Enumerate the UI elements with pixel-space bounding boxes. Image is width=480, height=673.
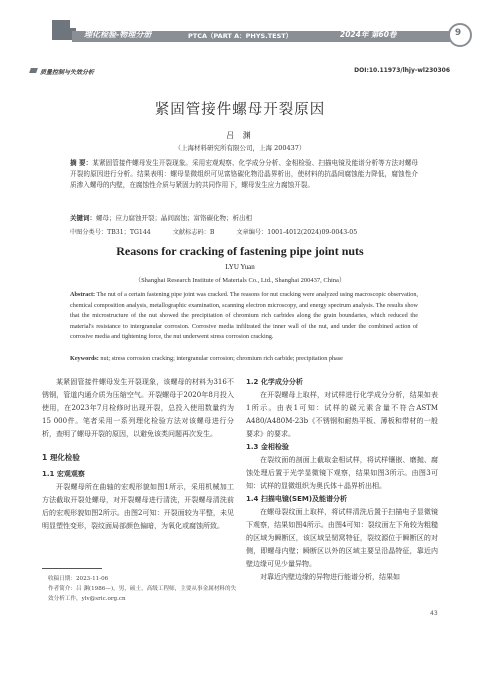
doi: DOI:10.11973/lhjy-wl230306 <box>354 67 450 74</box>
section-heading-1-1: 1.1 宏观观察 <box>42 470 85 478</box>
en-abstract <box>70 290 418 343</box>
clc-number: 中图分类号：TB31；TG144 <box>70 229 151 236</box>
en-author: LYU Yuan <box>225 263 255 271</box>
paragraph-1-3: 在裂纹面的剖面上截取金相试样，将试样镶嵌、磨抛、腐蚀处理后置于光学显微镜下观察，结果如图3所示。由图3可知：试样的显微组织为奥氏体＋晶界析出相。 <box>246 456 438 490</box>
en-title: Reasons for cracking of fastening pipe joint nuts <box>116 244 364 258</box>
issue-number: 9 <box>451 26 465 40</box>
journal-name: PTCA（PART A：PHYS.TEST） <box>188 32 293 40</box>
body-right-column <box>246 376 438 584</box>
en-keywords: Keywords: nut; stress corrosion cracking; intergranular corrosion; chromium rich carbide; precipitation phase <box>70 355 343 362</box>
section-heading-1: 1 理化检验 <box>42 453 80 462</box>
cn-author: 吕 渊 <box>226 131 254 140</box>
cn-abstract-text: 某紧固管接件螺母发生开裂现象。采用宏观观察、化学成分分析、金相检验、扫描电镜及能谱分析等方法对螺母开裂的原因进行分析。结果表明：螺母显微组织可见富铬碳化物沿晶界析出，使材料的抗晶间腐蚀能力降低，腐蚀性介质渗入螺母的内壁，在腐蚀性介质与紧固力的共同作用下，螺母发生应力腐蚀开裂。 <box>70 159 418 189</box>
received-date: 收稿日期：2023-11-06 <box>48 576 109 582</box>
page-number: 43 <box>430 610 438 617</box>
journal-header <box>0 0 480 46</box>
body-left-column <box>42 376 234 533</box>
series-name: 理化检验-物理分册 <box>84 30 152 39</box>
cn-title: 紧固管接件螺母开裂原因 <box>154 102 326 118</box>
cn-affiliation: （上海材料研究所有限公司，上海 200437） <box>174 144 306 152</box>
paragraph-1-1: 开裂螺母所在曲轴的宏观形貌如图1所示，采用机械加工方法截取开裂处螺母，对开裂螺母进行清洗，开裂螺母清洗前后的宏观形貌如图2所示。由图2可知：开裂面较为平整，未见明显塑性变形，裂纹面局部颜色偏暗，为氧化或腐蚀所致。 <box>42 483 234 530</box>
cn-classification <box>70 227 418 236</box>
en-abstract-text: The nut of a certain fastening pipe joint was cracked. The reasons for nut cracking were analyzed using macroscopic observation, chemical composition analysis, metallographic examination, scanning electron microscopy, and energy spectrum analysis. The results show that the microstructure of the nut showed the precipitation of chromium rich carbides along the grain boundaries, which reduced the material's resistance to intergranular corrosion. Corrosive media infiltrated the inner wall of the nut, and under the combined action of corrosive media and tightening force, the nut underwent stress corrosion cracking. <box>70 291 419 340</box>
author-info: 作者简介：吕 渊(1986—)，男，硕士，高级工程师，主要从事金属材料的失效分析工作，ylv@sric.org.cn <box>48 586 237 602</box>
section-marker-icon <box>29 68 38 73</box>
paragraph-1-4: 在螺母裂纹面上取样，将试样清洗后置于扫描电子显微镜下观察，结果如图4所示。由图4可知：裂纹面左下角较为粗糙的区域为瞬断区，该区域呈韧窝特征，裂纹源位于瞬断区的对侧，即螺母内壁；瞬断区以外的区域主要呈沿晶特征，靠近内壁边缘可见少量异物。 <box>246 508 438 568</box>
cn-abstract-label: 摘 要： <box>70 159 93 167</box>
en-abstract-label: Abstract: <box>70 291 96 298</box>
year-volume: 2024年 第60卷 <box>340 30 397 39</box>
paragraph-1-4b: 对靠近内壁边缘的异物进行能谱分析，结果如 <box>260 573 400 581</box>
cn-abstract <box>70 158 418 191</box>
cn-keywords: 关键词：螺母；应力腐蚀开裂；晶间腐蚀；富铬碳化物；析出相 <box>70 214 252 222</box>
en-affiliation: （Shanghai Research Institute of Materials Co., Ltd., Shanghai 200437, China） <box>134 277 346 284</box>
footnote <box>48 574 238 604</box>
section-heading-1-3: 1.3 金相检验 <box>246 443 289 451</box>
section-heading-1-4: 1.4 扫描电镜(SEM)及能谱分析 <box>246 495 348 503</box>
article-number: 文章编号：1001-4012(2024)09-0043-05 <box>236 229 358 236</box>
footnote-rule <box>42 568 102 569</box>
section-heading-1-2: 1.2 化学成分分析 <box>246 378 303 386</box>
section-label: 质量控制与失效分析 <box>40 69 95 76</box>
paragraph-1-2: 在开裂螺母上取样，对试样进行化学成分分析，结果如表1所示。由表1可知：试样的碳元素含量不符合ASTM A480/A480M-23b《不锈钢和耐热平板、薄板和带材的一般要求》的要求。 <box>246 391 438 438</box>
intro-paragraph: 某紧固管接件螺母发生开裂现象，该螺母的材料为316不锈钢，管道内通介质为压缩空气。开裂螺母于2020年8月投入使用，在2023年7月检修时出现开裂，总投入使用数量约为15 000件。笔者采用一系列理化检验方法对该螺母进行分析，查明了螺母开裂的原因，以避免该类问题再次发生。 <box>42 378 234 438</box>
doc-code: 文献标志码：B <box>172 229 215 236</box>
